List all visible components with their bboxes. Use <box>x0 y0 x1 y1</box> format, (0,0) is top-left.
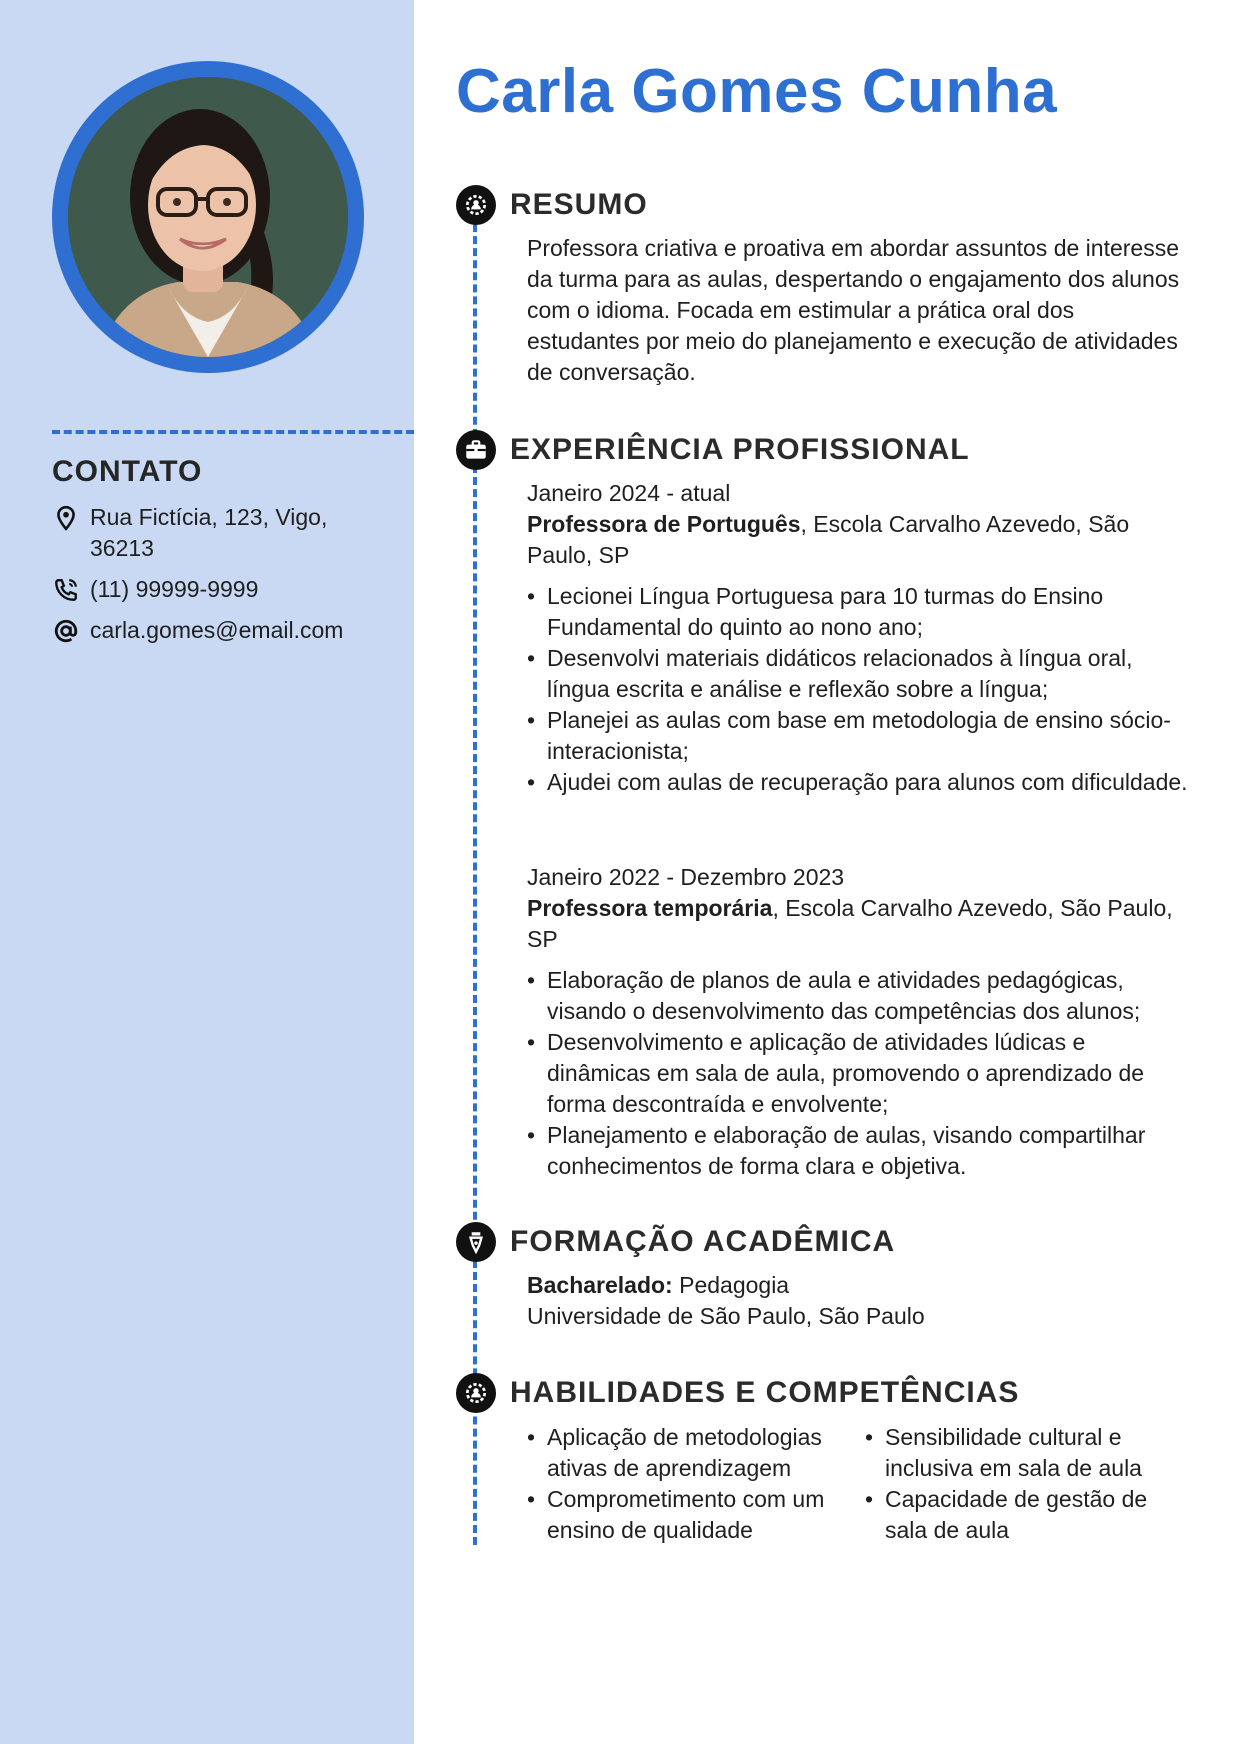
contact-phone-text[interactable]: (11) 99999-9999 <box>90 576 259 602</box>
skills-column-1 <box>527 1422 865 1546</box>
section-summary-heading <box>456 185 648 225</box>
contact-list <box>52 502 382 656</box>
section-experience-heading <box>456 430 970 470</box>
location-pin-icon <box>52 502 80 533</box>
contact-phone <box>52 574 382 605</box>
at-sign-icon <box>52 615 80 646</box>
education-block <box>527 1270 1189 1332</box>
section-skills-title: HABILIDADES E COMPETÊNCIAS <box>510 1376 1020 1409</box>
skills-block <box>527 1422 1189 1546</box>
contact-email-text[interactable]: carla.gomes@email.com <box>90 617 344 643</box>
sidebar <box>0 0 414 1744</box>
education-school: Universidade de São Paulo, São Paulo <box>527 1303 925 1329</box>
summary-text: Professora criativa e proativa em abordar assuntos de interesse da turma para as aulas, despertando o engajamento dos alunos com o idioma. Focada em estimular a prática oral dos estudantes por meio do planejamento e execução de atividades de conversação. <box>527 235 1180 385</box>
education-degree <box>527 1270 1189 1301</box>
education-degree-label: Bacharelado: <box>527 1272 673 1298</box>
phone-icon <box>52 574 80 605</box>
list-item: • Aplicação de metodologias ativas de aprendizagem <box>527 1422 865 1484</box>
summary-text-block <box>527 233 1189 388</box>
skills-column-2 <box>865 1422 1165 1546</box>
list-item: • Ajudei com aulas de recuperação para alunos com dificuldade. <box>527 767 1189 798</box>
job-heading <box>527 509 1189 571</box>
job-bullets <box>527 965 1189 1182</box>
job-dates: Janeiro 2022 - Dezembro 2023 <box>527 864 845 890</box>
job-place: , Escola Carvalho Azevedo, São Paulo, SP <box>527 895 1173 952</box>
contact-heading: CONTATO <box>52 455 203 488</box>
job-bullets <box>527 581 1189 798</box>
sidebar-divider <box>52 430 414 434</box>
contact-address <box>52 502 382 564</box>
gear-person-icon <box>456 1373 496 1413</box>
profile-photo-frame <box>52 61 364 373</box>
section-education-heading <box>456 1222 895 1262</box>
list-item: • Planejei as aulas com base em metodologia de ensino sócio-interacionista; <box>527 705 1189 767</box>
job-entry <box>527 862 1189 1182</box>
list-item: • Desenvolvimento e aplicação de atividades lúdicas e dinâmicas em sala de aula, promovendo o aprendizado de forma descontraída e envolvente; <box>527 1027 1189 1120</box>
candidate-name: Carla Gomes Cunha <box>456 57 1058 126</box>
timeline-line <box>473 200 477 1545</box>
job-dates: Janeiro 2024 - atual <box>527 480 731 506</box>
contact-address-text: Rua Fictícia, 123, Vigo, 36213 <box>90 504 328 561</box>
job-place: , Escola Carvalho Azevedo, São Paulo, SP <box>527 511 1130 568</box>
list-item: • Planejamento e elaboração de aulas, visando compartilhar conhecimentos de forma clara e objetiva. <box>527 1120 1189 1182</box>
job-entry <box>527 478 1189 798</box>
job-role: Professora de Português <box>527 511 801 537</box>
job-role: Professora temporária <box>527 895 773 921</box>
list-item: • Comprometimento com um ensino de qualidade <box>527 1484 865 1546</box>
list-item: • Elaboração de planos de aula e atividades pedagógicas, visando o desenvolvimento das competências dos alunos; <box>527 965 1189 1027</box>
job-heading <box>527 893 1189 955</box>
profile-photo <box>68 77 348 357</box>
section-skills-heading <box>456 1373 1019 1413</box>
list-item: • Sensibilidade cultural e inclusiva em sala de aula <box>865 1422 1165 1484</box>
education-degree-name: Pedagogia <box>672 1272 790 1298</box>
list-item: • Capacidade de gestão de sala de aula <box>865 1484 1165 1546</box>
pen-nib-icon <box>456 1222 496 1262</box>
section-experience-title: EXPERIÊNCIA PROFISSIONAL <box>510 433 970 466</box>
list-item: • Desenvolvi materiais didáticos relacionados à língua oral, língua escrita e análise e reflexão sobre a língua; <box>527 643 1189 705</box>
list-item: • Lecionei Língua Portuguesa para 10 turmas do Ensino Fundamental do quinto ao nono ano; <box>527 581 1189 643</box>
section-summary-title: RESUMO <box>510 188 648 221</box>
contact-email <box>52 615 382 646</box>
gear-person-icon <box>456 185 496 225</box>
section-education-title: FORMAÇÃO ACADÊMICA <box>510 1225 896 1258</box>
portrait-illustration <box>68 77 348 357</box>
briefcase-icon <box>456 430 496 470</box>
